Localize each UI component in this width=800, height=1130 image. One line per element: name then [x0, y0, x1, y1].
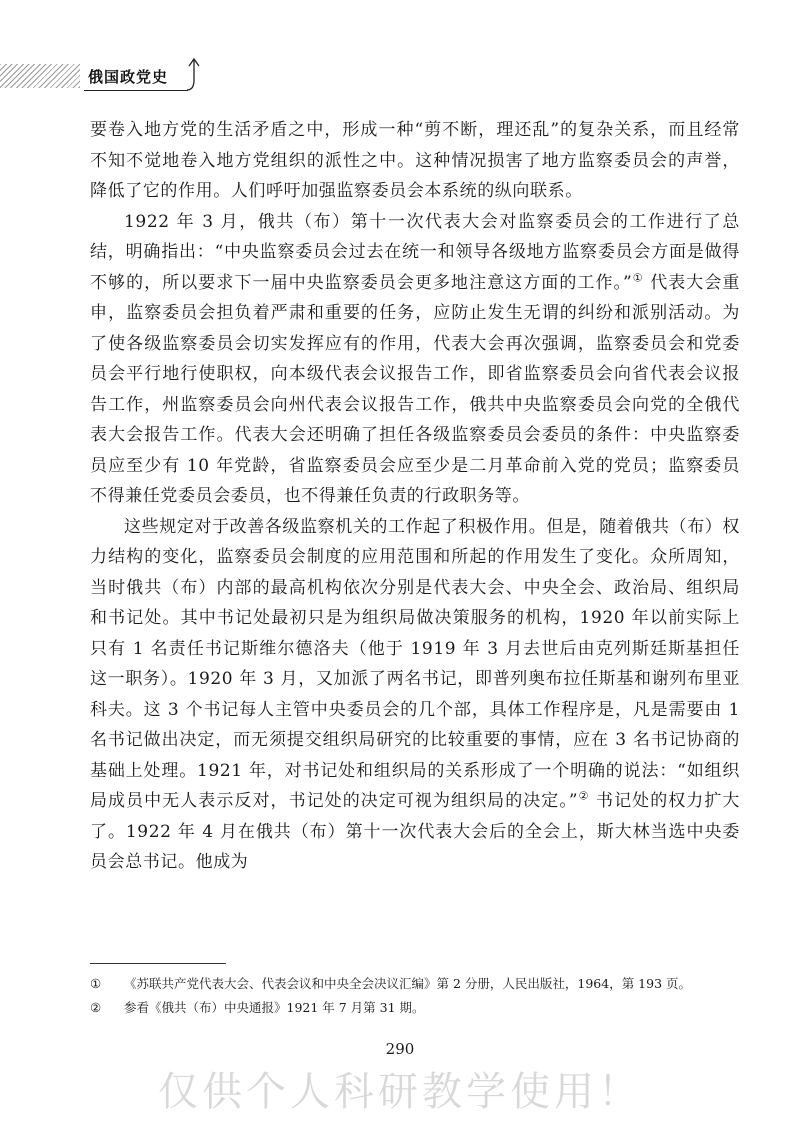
paragraph-2 — [90, 207, 740, 512]
paragraph-2-text-b: 代表大会重申，监察委员会担负着严肃和重要的任务，应防止发生无谓的纠纷和派别活动。为了使各级监察委员会切实发挥应有的作用，代表大会再次强调，监察委员会和党委员会平行地行使职权，向本级代表会议报告工作，即省监察委员会向省代表会议报告工作，州监察委员会向州代表会议报告工作，俄共中央监察委员会向党的全俄代表大会报告工作。代表大会还明确了担任各级监察委员会委员的条件：中央监察委员应至少有 10 年党龄，省监察委员会应至少是二月革命前入党的党员；监察委员不得兼任党委员会委员，也不得兼任负责的行政职务等。 — [90, 272, 740, 506]
footnote-text: 参看《俄共（布）中央通报》1921 年 7 月第 31 期。 — [124, 1000, 425, 1015]
paragraph-1: 要卷入地方党的生活矛盾之中，形成一种“剪不断，理还乱”的复杂关系，而且经常不知不觉地卷入地方党组织的派性之中。这种情况损害了地方监察委员会的声誉，降低了它的作用。人们呼吁加强监察委员会本系统的纵向联系。 — [90, 120, 740, 201]
header-title: 俄国政党史 — [88, 68, 169, 86]
footnote-item — [90, 998, 740, 1018]
footnote-mark: ② — [90, 1000, 102, 1015]
paragraph-3 — [90, 512, 740, 878]
footnote-ref-2[interactable]: ② — [578, 789, 590, 803]
watermark: 仅供个人科研教学使用！ — [158, 1069, 642, 1115]
footnote-item — [90, 974, 740, 994]
footnote-ref-1[interactable]: ① — [632, 270, 644, 284]
header-bracket-line — [84, 90, 188, 91]
footnote-mark: ① — [90, 976, 102, 991]
arrow-up-icon — [184, 56, 204, 96]
paragraph-3-text-b: 书记处的权力扩大了。1922 年 4 月在俄共（布）第十一次代表大会后的全会上，斯大林当选中央委员会总书记。他成为 — [90, 791, 740, 872]
paragraph-3-text-a: 这些规定对于改善各级监察机关的工作起了积极作用。但是，随着俄共（布）权力结构的变化，监察委员会制度的应用范围和所起的作用发生了变化。众所周知，当时俄共（布）内部的最高机构依次分别是代表大会、中央全会、政治局、组织局和书记处。其中书记处最初只是为组织局做决策服务的机构，1920 年以前实际上只有 1 名责任书记斯维尔德洛夫（他于 1919 年 3 月去世后由克列斯廷斯基担任这一职务）。1920 年 3 月，又加派了两名书记，即普列奥布拉任斯基和谢列布里亚科夫。这 3 个书记每人主管中央委员会的几个部，具体工作程序是，凡是需要由 1 名书记做出决定，而无须提交组织局研究的比较重要的事情，应在 3 名书记协商的基础上处理。1921 年，对书记处和组织局的关系形成了一个明确的说法：“如组织局成员中无人表示反对，书记处的决定可视为组织局的决定。” — [90, 516, 740, 811]
footnotes — [90, 974, 740, 1022]
header-stripe-decoration — [0, 64, 80, 88]
page-number: 290 — [385, 1040, 415, 1058]
footnote-text: 《苏联共产党代表大会、代表会议和中央全会决议汇编》第 2 分册，人民出版社，1964，第 193 页。 — [124, 976, 692, 991]
body-text — [90, 115, 740, 878]
paragraph-2-text-a: 1922 年 3 月，俄共（布）第十一次代表大会对监察委员会的工作进行了总结，明确指出：“中央监察委员会过去在统一和领导各级地方监察委员会方面是做得不够的，所以要求下一届中央监察委员会更多地注意这方面的工作。” — [90, 211, 740, 293]
running-header — [0, 56, 210, 96]
footnote-separator — [90, 963, 226, 964]
